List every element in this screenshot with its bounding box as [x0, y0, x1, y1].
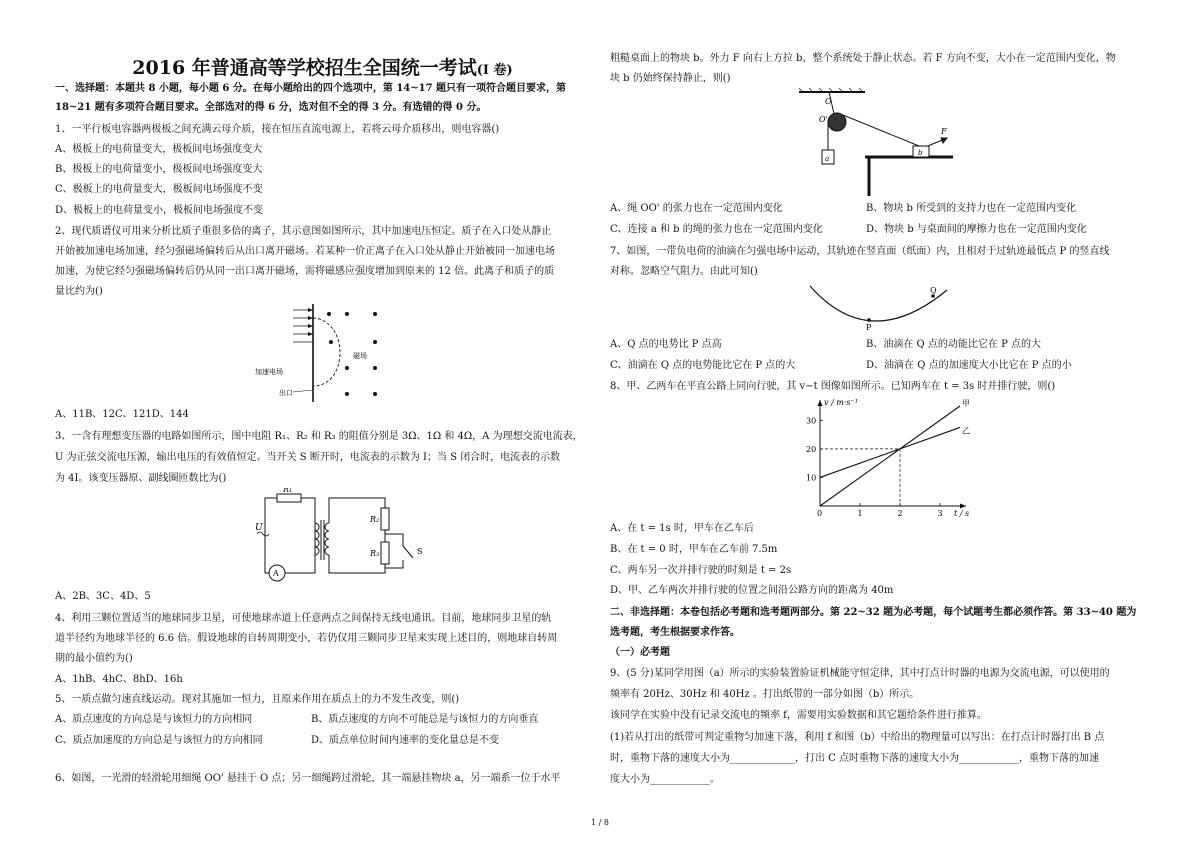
- vt-y-tick-label: 30: [806, 416, 817, 426]
- q5-option-b: B、质点速度的方向不可能总是与该恒力的方向垂直: [311, 714, 539, 725]
- fig3-u-label: U: [255, 523, 263, 533]
- vt-chart: [790, 396, 970, 518]
- option-line: D、极板上的电荷量变小，极板间电场强度不变: [55, 205, 264, 216]
- option-line: A、11B、12C、121D、144: [55, 409, 189, 420]
- vt-ylabel: v / m·s⁻¹: [824, 398, 858, 407]
- trajectory-figure: [802, 282, 962, 332]
- text-line: 时，重物下落的速度大小为_____________，打出 C 点时重物下落的速度大小为____________，重物下落的加速: [610, 753, 1100, 764]
- fig2-field-label: 磁场: [353, 352, 367, 360]
- option-line: A、1hB、4hC、8hD、16h: [55, 674, 183, 685]
- text-line: 度大小为____________。: [610, 774, 720, 785]
- vt-y-tick-label: 10: [806, 473, 817, 483]
- transformer-circuit-figure: [225, 488, 445, 586]
- fig6-a-label: a: [825, 155, 830, 163]
- vt-series-line-1: [820, 427, 960, 477]
- page-title: [55, 56, 590, 83]
- q6-option-d: D、物块 b 与桌面间的摩擦力也在一定范围内变化: [866, 224, 1087, 235]
- q5-option-d: D、质点单位时间内速率的变化量总是不变: [311, 735, 500, 746]
- vt-y-tick-label: 20: [806, 444, 817, 454]
- page-number: 1 / 8: [591, 818, 609, 827]
- mass-spectrometer-figure: [253, 302, 403, 404]
- vt-x-tick-label: 0: [817, 509, 823, 518]
- text-line: 频率有 20Hz、30Hz 和 40Hz 。打出纸带的一部分如图（b）所示。: [610, 689, 920, 700]
- option-line: B、极板上的电荷量变小，极板间电场强度变大: [55, 164, 263, 175]
- text-line: 块 b 仍始终保持静止，则(): [610, 73, 731, 84]
- text-line: 3、一含有理想变压器的电路如图所示，图中电阻 R₁、R₂ 和 R₃ 的阻值分别是 3Ω、1Ω 和 4Ω，A 为理想交流电流表，: [55, 431, 583, 442]
- text-line: 二、非选择题：本卷包括必考题和选考题两部分。第 22~32 题为必考题，每个试题考生都必须作答。第 33~40 题为: [610, 607, 1137, 618]
- text-line: 开始被加速电场加速，经匀强磁场偏转后从出口离开磁场。若某种一价正离子在入口处从静止开始被同一加速电场: [55, 246, 555, 257]
- text-line: 9、(5 分)某同学用图（a）所示的实验装置验证机械能守恒定律，其中打点计时器的电源为交流电源，可以使用的: [610, 668, 1110, 679]
- q5-option-c: C、质点加速度的方向总是与该恒力的方向相同: [55, 735, 263, 746]
- text-line: 2、现代质谱仪可用来分析比质子重很多倍的离子，其示意图如图所示，其中加速电压恒定。质子在入口处从静止: [55, 226, 552, 237]
- fig6-o2-label: O': [819, 115, 828, 124]
- fig6-f-label: F: [941, 127, 947, 136]
- fig7-p-label: P: [866, 323, 872, 332]
- option-line: C、两车另一次并排行驶的时刻是 t = 2s: [610, 565, 792, 576]
- fig3-r3-label: R₃: [370, 549, 380, 558]
- option-line: A、2B、3C、4D、5: [55, 591, 151, 602]
- fig3-switch-label: S: [417, 547, 423, 556]
- vt-x-tick-label: 1: [857, 509, 863, 518]
- pulley-figure: [795, 88, 955, 198]
- fig7-q-label: Q: [930, 286, 937, 295]
- fig6-b-label: b: [918, 149, 923, 157]
- fig6-o-label: O: [825, 97, 832, 106]
- vt-x-tick-label: 2: [897, 509, 903, 518]
- q6-option-c: C、连接 a 和 b 的绳的张力也在一定范围内变化: [610, 224, 823, 235]
- q7-option-b: B、油滴在 Q 点的动能比它在 P 点的大: [866, 339, 1041, 350]
- vt-y-arrow: [818, 400, 823, 406]
- option-line: D、甲、乙车两次并排行驶的位置之间沿公路方向的距离为 40m: [610, 585, 894, 596]
- text-line: 5、一质点做匀速直线运动。现对其施加一恒力，且原来作用在质点上的力不发生改变，则(): [55, 694, 460, 705]
- option-line: B、在 t = 0 时，甲车在乙车前 7.5m: [610, 544, 778, 555]
- option-line: A、极板上的电荷量变大，极板间电场强度变大: [55, 144, 263, 155]
- vt-x-tick-label: 3: [937, 509, 943, 518]
- section-heading: （一）必考题: [610, 647, 670, 658]
- option-line: A、在 t = 1s 时，甲车在乙车后: [610, 523, 754, 534]
- text-line: 该同学在实验中没有记录交流电的频率 f，需要用实验数据和其它题给条件进行推算。: [610, 710, 987, 721]
- text-line: 道半径约为地球半径的 6.6 倍。假设地球的自转周期变小，若仍仅用三颗同步卫星来实现上述目的，则地球自转周: [55, 633, 558, 644]
- text-line: 加速，为使它经匀强磁场偏转后仍从同一出口离开磁场，需将磁感应强度增加到原来的 12 倍。此离子和质子的质: [55, 266, 555, 277]
- q7-option-a: A、Q 点的电势比 P 点高: [610, 339, 722, 350]
- vt-x-arrow: [960, 504, 966, 509]
- text-line: 对称。忽略空气阻力。由此可知(): [610, 266, 758, 277]
- text-line: 选考题，考生根据要求作答。: [610, 627, 740, 638]
- text-line: 1、一平行板电容器两极板之间充满云母介质，接在恒压直流电源上，若将云母介质移出，则电容器(): [55, 124, 500, 135]
- text-line: 8、甲、乙两车在平直公路上同向行驶，其 v−t 图像如图所示。已知两车在 t = 3s 时并排行驶，则(): [610, 381, 1056, 392]
- fig3-r1-label: R₁: [283, 488, 293, 494]
- text-line: 18~21 题有多项符合题目要求。全部选对的得 6 分，选对但不全的得 3 分。有选错的得 0 分。: [55, 102, 487, 113]
- vt-series-label-jia: 甲: [962, 399, 970, 408]
- vt-series-line-0: [820, 406, 960, 506]
- text-line: 一、选择题：本题共 8 小题，每小题 6 分。在每小题给出的四个选项中，第 14~17 题只有一项符合题目要求，第: [55, 83, 567, 94]
- text-line: U 为正弦交流电压源，输出电压的有效值恒定。当开关 S 断开时，电流表的示数为 I；当 S 闭合时，电流表的示数: [55, 452, 561, 463]
- text-line: (1)若从打出的纸带可判定重物匀加速下落，利用 f 和图（b）中给出的物理量可以写出：在打点计时器打出 B 点: [610, 732, 1105, 743]
- fig3-r2-label: R₂: [370, 515, 380, 524]
- vt-chart-series: [820, 406, 960, 506]
- fig2-accel-label: 加速电场: [255, 368, 283, 376]
- fig2-exit-label: 出口: [279, 389, 293, 397]
- text-line: 4、利用三颗位置适当的地球同步卫星，可使地球赤道上任意两点之间保持无线电通讯。目前，地球同步卫星的轨: [55, 613, 552, 624]
- fig3-ammeter-label: A: [273, 569, 279, 578]
- vt-series-label-yi: 乙: [962, 426, 970, 436]
- q5-option-a: A、质点速度的方向总是与该恒力的方向相同: [55, 714, 253, 725]
- text-line: 为 4I。该变压器原、副线圈匝数比为(): [55, 473, 227, 484]
- q6-option-a: A、绳 OO' 的张力也在一定范围内变化: [610, 203, 783, 214]
- text-line: 7、如图，一带负电荷的油滴在匀强电场中运动，其轨迹在竖直面（纸面）内，且相对于过轨迹最低点 P 的竖直线: [610, 246, 1110, 257]
- q6-option-b: B、物块 b 所受到的支持力也在一定范围内变化: [866, 203, 1077, 214]
- text-line: 6、如图，一光滑的轻滑轮用细绳 OO' 悬挂于 O 点；另一细绳跨过滑轮，其一端悬挂物块 a，另一端系一位于水平: [55, 773, 561, 784]
- text-line: 粗糙桌面上的物块 b。外力 F 向右上方拉 b，整个系统处于静止状态。若 F 方向不变，大小在一定范围内变化，物: [610, 53, 1116, 64]
- text-line: 期的最小值约为(): [55, 653, 133, 664]
- q7-option-d: D、油滴在 Q 点的加速度大小比它在 P 点的小: [866, 360, 1072, 371]
- title-text: 2016 年普通高等学校招生全国统一考试: [132, 57, 477, 79]
- title-suffix: (I 卷): [476, 63, 513, 78]
- text-line: 量比约为(): [55, 286, 103, 297]
- q7-option-c: C、油滴在 Q 点的电势能比它在 P 点的大: [610, 360, 796, 371]
- option-line: C、极板上的电荷量变大，极板间电场强度不变: [55, 184, 263, 195]
- vt-xlabel: t / s: [954, 509, 970, 518]
